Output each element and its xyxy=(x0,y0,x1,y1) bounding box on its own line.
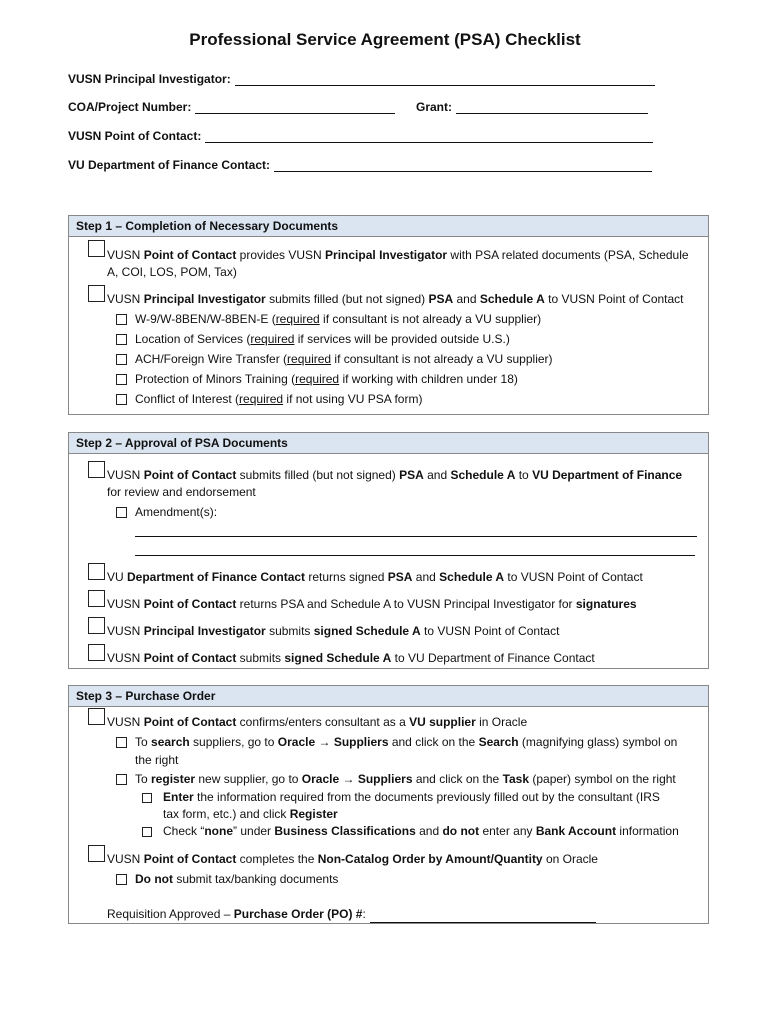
step3-item2-text: VUSN Point of Contact completes the Non-Catalog Order by Amount/Quantity on Oracle xyxy=(107,852,598,866)
step1-sub3-text: ACH/Foreign Wire Transfer (required if consultant is not already a VU supplier) xyxy=(135,352,553,366)
step3-subsub1-text: Enter the information required from the documents previously filled out by the consultant (IRS xyxy=(163,790,660,804)
checkbox-step3-sub3[interactable] xyxy=(116,874,127,885)
checkbox-step3-item1[interactable] xyxy=(88,708,105,725)
checkbox-step1-sub3[interactable] xyxy=(116,354,127,365)
step1-item1-text: VUSN Point of Contact provides VUSN Principal Investigator with PSA related documents (PSA, Schedule xyxy=(107,248,689,262)
checkbox-step3-subsub2[interactable] xyxy=(142,827,152,837)
amendment-line-2[interactable] xyxy=(135,555,695,556)
step2-item2-text: VU Department of Finance Contact returns signed PSA and Schedule A to VUSN Point of Contact xyxy=(107,570,643,584)
checkbox-step3-subsub1[interactable] xyxy=(142,793,152,803)
po-number-line[interactable] xyxy=(370,909,596,923)
step3-sub3-text: Do not submit tax/banking documents xyxy=(135,872,339,886)
step2-item3-text: VUSN Point of Contact returns PSA and Schedule A to VUSN Principal Investigator for signatures xyxy=(107,597,637,611)
step1-header: Step 1 – Completion of Necessary Documents xyxy=(69,216,708,237)
page-title: Professional Service Agreement (PSA) Checklist xyxy=(189,30,581,49)
step3-sub1-text: To search suppliers, go to Oracle → Suppliers and click on the Search (magnifying glass) symbol on xyxy=(135,735,678,749)
poc-field[interactable] xyxy=(68,129,653,143)
amendment-line-1[interactable] xyxy=(135,536,697,537)
step2-item4-text: VUSN Principal Investigator submits signed Schedule A to VUSN Point of Contact xyxy=(107,624,560,638)
step2-header: Step 2 – Approval of PSA Documents xyxy=(69,433,708,454)
finance-line[interactable] xyxy=(274,158,652,172)
coa-field[interactable] xyxy=(68,100,395,114)
coa-label: COA/Project Number: xyxy=(68,100,192,114)
pi-field[interactable] xyxy=(68,72,655,86)
step3-header: Step 3 – Purchase Order xyxy=(69,686,708,707)
checkbox-step3-sub2[interactable] xyxy=(116,774,127,785)
step1-item2-text: VUSN Principal Investigator submits filled (but not signed) PSA and Schedule A to VUSN Point of Contact xyxy=(107,292,684,306)
grant-line[interactable] xyxy=(456,100,648,114)
step3-subsub2-text: Check “none” under Business Classifications and do not enter any Bank Account information xyxy=(163,824,679,838)
poc-line[interactable] xyxy=(205,129,653,143)
grant-label: Grant: xyxy=(416,100,452,114)
step3-sub2-text: To register new supplier, go to Oracle → Suppliers and click on the Task (paper) symbol on the right xyxy=(135,772,676,786)
finance-field[interactable] xyxy=(68,158,652,172)
grant-field[interactable] xyxy=(416,100,648,114)
checkbox-step2-item1[interactable] xyxy=(88,461,105,478)
po-number-field[interactable] xyxy=(107,906,596,923)
step2-item5-text: VUSN Point of Contact submits signed Schedule A to VU Department of Finance Contact xyxy=(107,651,595,665)
step1-sub1-text: W-9/W-8BEN/W-8BEN-E (required if consultant is not already a VU supplier) xyxy=(135,312,542,326)
checkbox-step2-item4[interactable] xyxy=(88,617,105,634)
checkbox-step1-sub2[interactable] xyxy=(116,334,127,345)
coa-line[interactable] xyxy=(195,100,395,114)
poc-label: VUSN Point of Contact: xyxy=(68,129,202,143)
checkbox-step1-item2[interactable] xyxy=(88,285,105,302)
checkbox-step1-item1[interactable] xyxy=(88,240,105,257)
step1-sub2-text: Location of Services (required if services will be provided outside U.S.) xyxy=(135,332,510,346)
checkbox-step2-amendment[interactable] xyxy=(116,507,127,518)
checkbox-step2-item2[interactable] xyxy=(88,563,105,580)
pi-line[interactable] xyxy=(235,72,655,86)
checkbox-step2-item3[interactable] xyxy=(88,590,105,607)
step1-sub4-text: Protection of Minors Training (required if working with children under 18) xyxy=(135,372,518,386)
pi-label: VUSN Principal Investigator: xyxy=(68,72,231,86)
step2-item1-text-cont: for review and endorsement xyxy=(107,485,256,499)
step1-sub5-text: Conflict of Interest (required if not using VU PSA form) xyxy=(135,392,423,406)
checkbox-step1-sub1[interactable] xyxy=(116,314,127,325)
checkbox-step3-item2[interactable] xyxy=(88,845,105,862)
step3-item1-text: VUSN Point of Contact confirms/enters consultant as a VU supplier in Oracle xyxy=(107,715,528,729)
amendment-label: Amendment(s): xyxy=(135,505,218,519)
step3-sub1-text-cont: the right xyxy=(135,753,179,767)
po-label: Requisition Approved – Purchase Order (PO) #: xyxy=(107,907,366,921)
finance-label: VU Department of Finance Contact: xyxy=(68,158,271,172)
step3-subsub1-text-cont: tax form, etc.) and click Register xyxy=(163,807,338,821)
step2-item1-text: VUSN Point of Contact submits filled (but not signed) PSA and Schedule A to VU Department of Finance xyxy=(107,468,683,482)
checkbox-step3-sub1[interactable] xyxy=(116,737,127,748)
checkbox-step1-sub5[interactable] xyxy=(116,394,127,405)
step1-item1-text-cont: A, COI, LOS, POM, Tax) xyxy=(107,265,237,279)
checkbox-step1-sub4[interactable] xyxy=(116,374,127,385)
checkbox-step2-item5[interactable] xyxy=(88,644,105,661)
